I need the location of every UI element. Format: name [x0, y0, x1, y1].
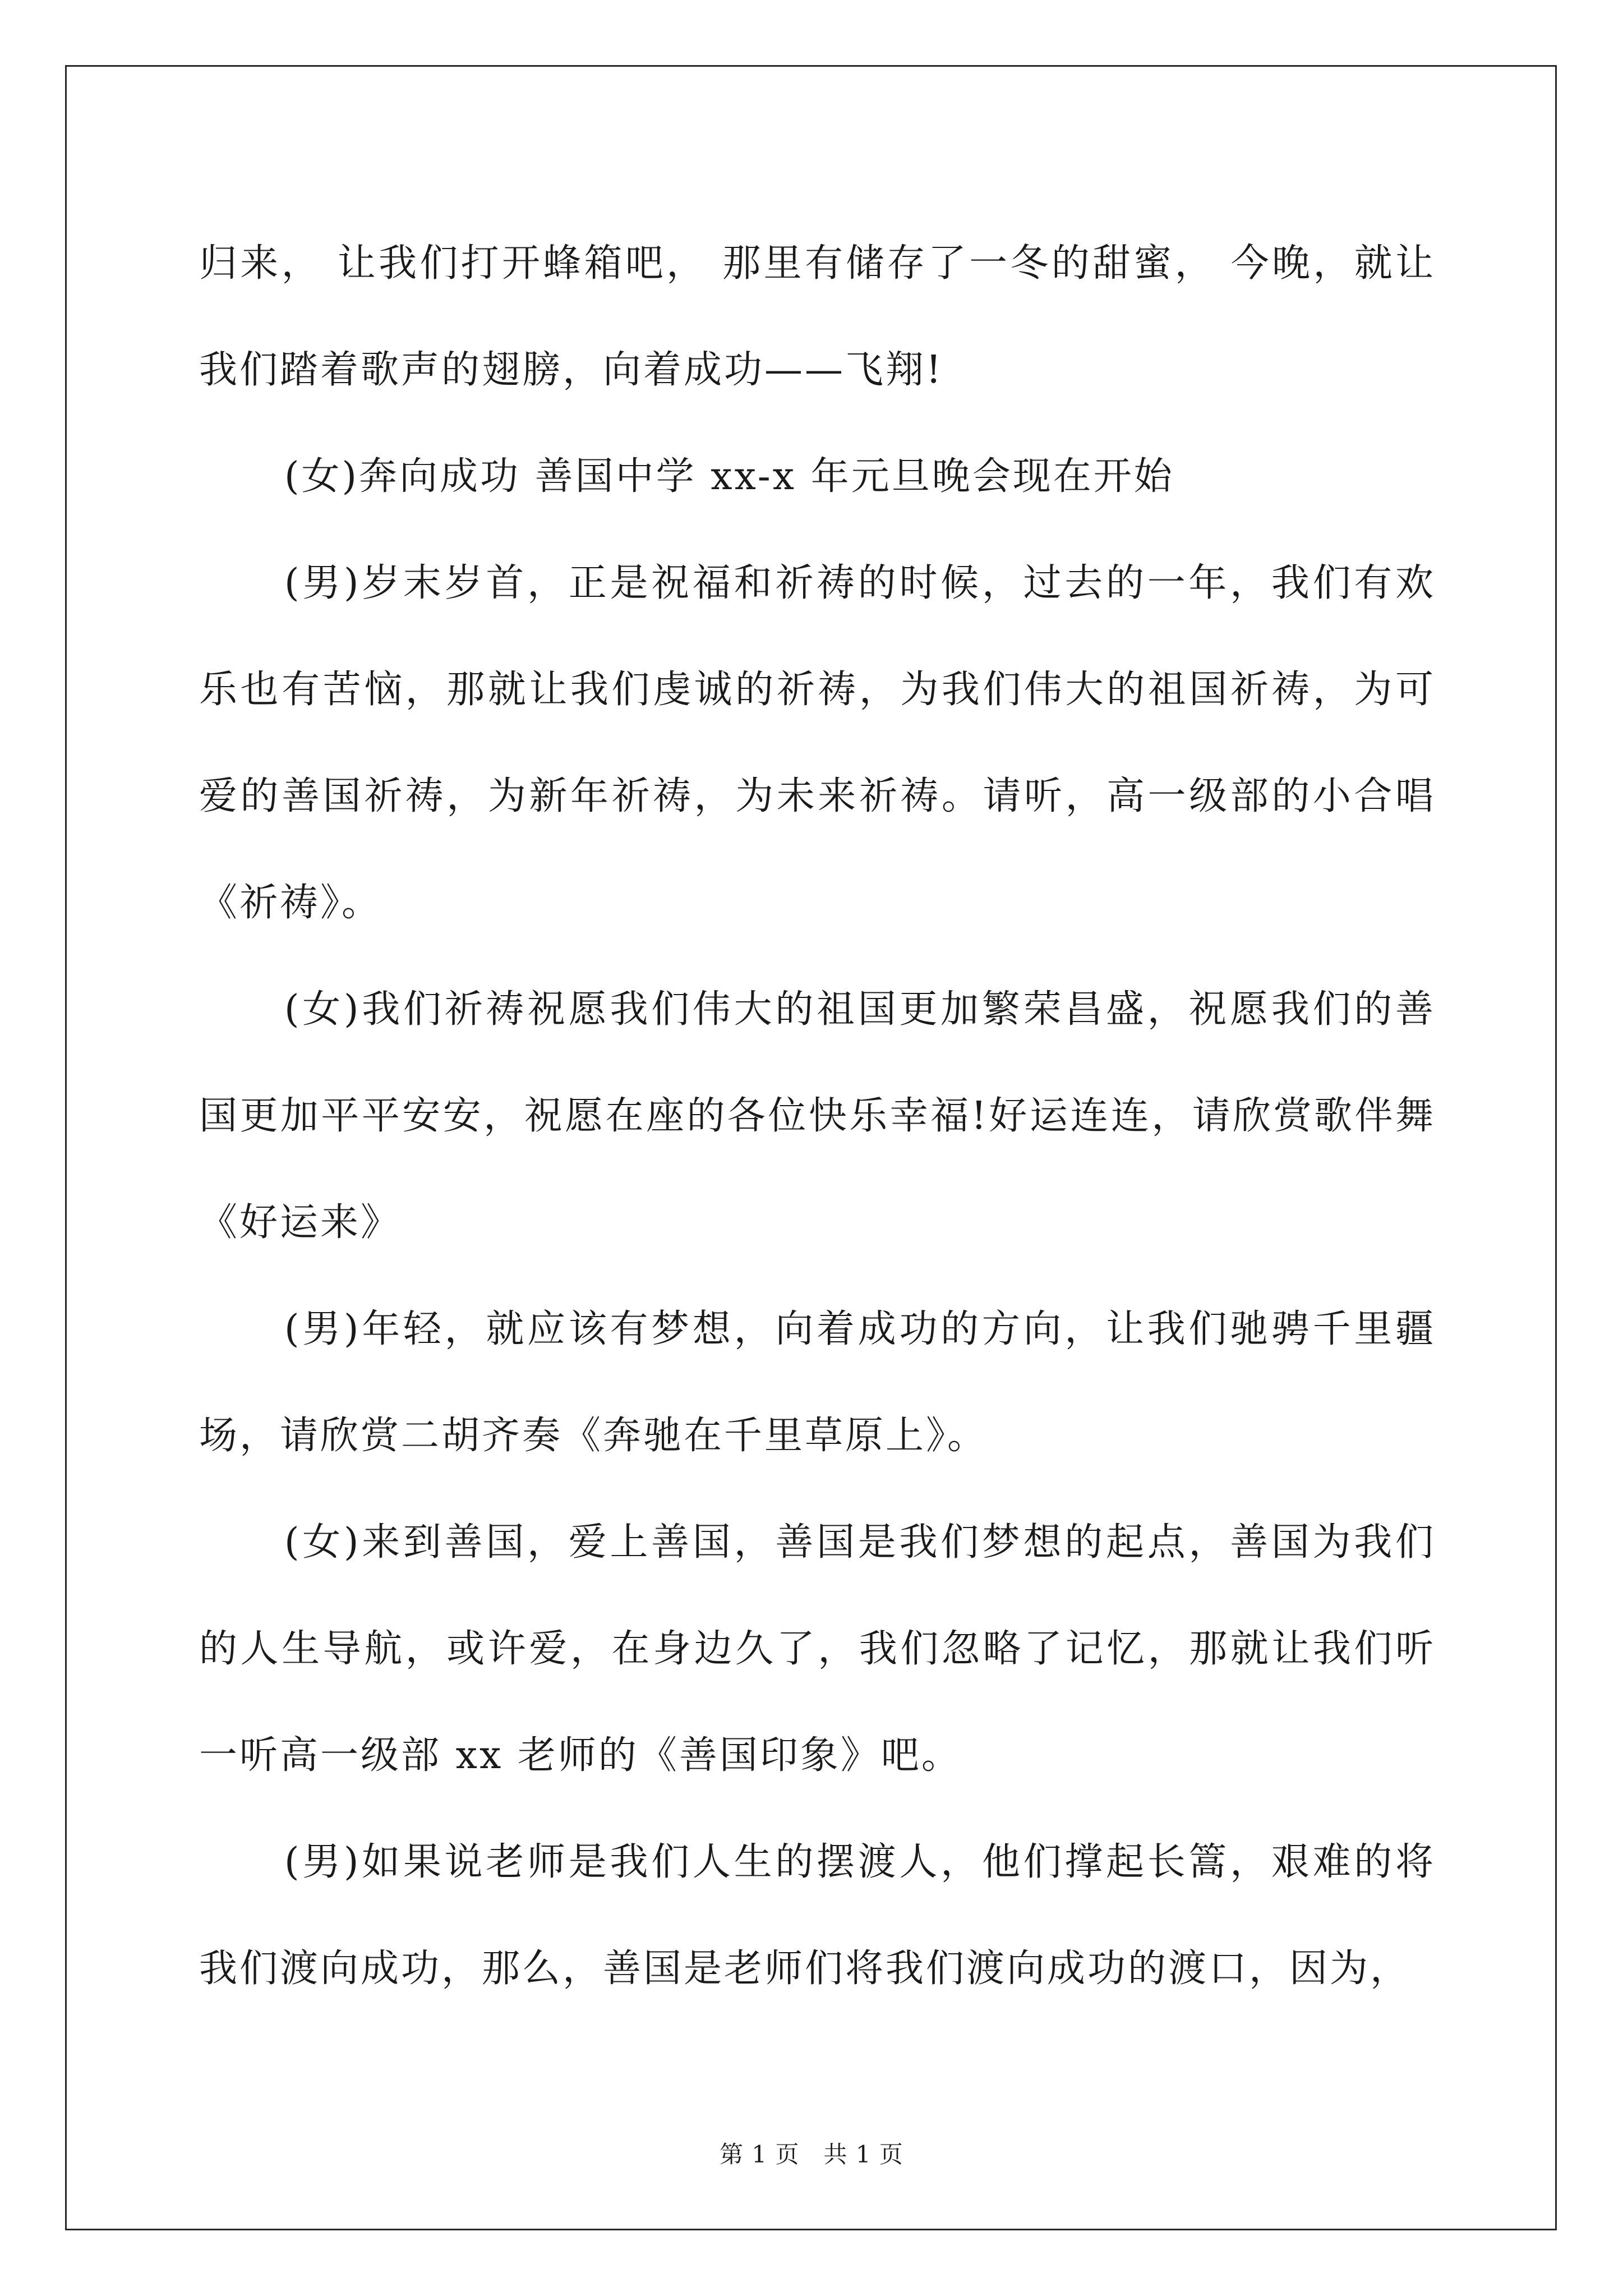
- paragraph: (女)奔向成功 善国中学 xx-x 年元旦晚会现在开始: [284, 454, 1174, 499]
- document-body: [199, 210, 1436, 2022]
- paragraph: (女)我们祈祷祝愿我们伟大的祖国更加繁荣昌盛，祝愿我们的善国更加平平安安，祝愿在座的各位快乐幸福!好运连连，请欣赏歌伴舞《好运来》: [199, 987, 1436, 1245]
- page-footer: [0, 2136, 1623, 2170]
- paragraph: (男)如果说老师是我们人生的摆渡人，他们撑起长篙，艰难的将我们渡向成功，那么，善国是老师们将我们渡向成功的渡口，因为，: [199, 1840, 1436, 1991]
- paragraph: 归来， 让我们打开蜂箱吧， 那里有储存了一冬的甜蜜， 今晚，就让我们踏着歌声的翅膀，向着成功——飞翔!: [199, 241, 1436, 392]
- paragraph: (女)来到善国，爱上善国，善国是我们梦想的起点，善国为我们的人生导航，或许爱，在身边久了，我们忽略了记忆，那就让我们听一听高一级部 xx 老师的《善国印象》吧。: [199, 1520, 1436, 1778]
- paragraph: (男)年轻，就应该有梦想，向着成功的方向，让我们驰骋千里疆场，请欣赏二胡齐奏《奔驰在千里草原上》。: [199, 1307, 1436, 1458]
- page-number: 第 1 页 共 1 页: [720, 2141, 903, 2168]
- paragraph: (男)岁末岁首，正是祝福和祈祷的时候，过去的一年，我们有欢乐也有苦恼，那就让我们虔诚的祈祷，为我们伟大的祖国祈祷，为可爱的善国祈祷，为新年祈祷，为未来祈祷。请听，高一级部的小合唱《祈祷》。: [199, 561, 1436, 925]
